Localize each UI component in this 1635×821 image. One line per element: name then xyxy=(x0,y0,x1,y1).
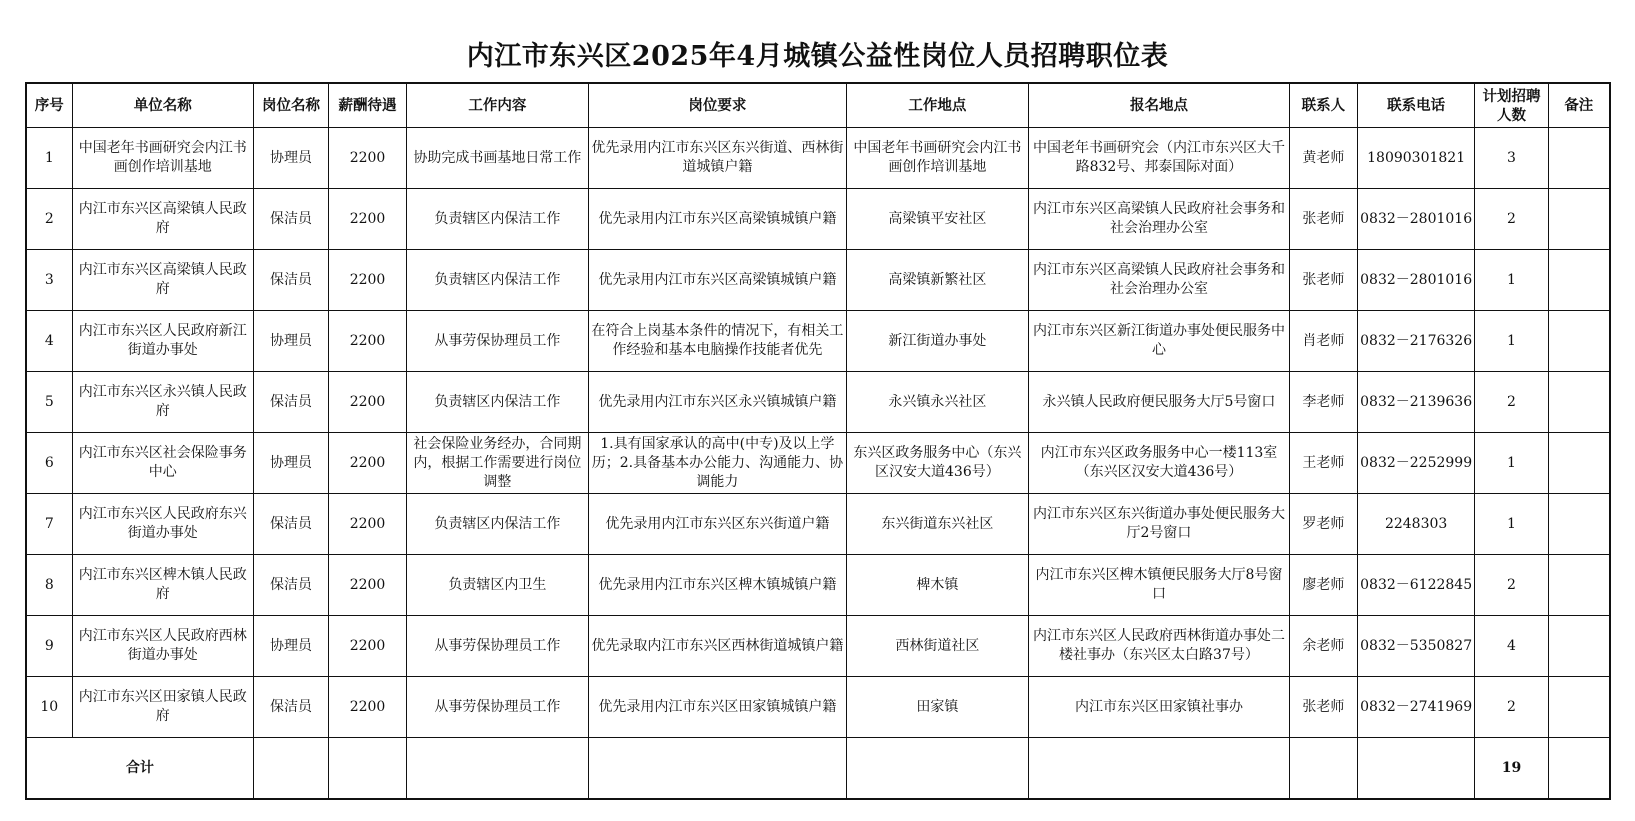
cell-contact: 余老师 xyxy=(1289,616,1357,677)
cell-post: 保洁员 xyxy=(253,555,328,616)
cell-content: 社会保险业务经办，合同期内，根据工作需要进行岗位调整 xyxy=(406,433,588,494)
cell-content: 协助完成书画基地日常工作 xyxy=(406,128,588,189)
cell-phone: 2248303 xyxy=(1357,494,1474,555)
cell-salary: 2200 xyxy=(329,128,407,189)
cell-note xyxy=(1548,677,1610,738)
cell-phone: 0832－5350827 xyxy=(1357,616,1474,677)
cell-unit: 内江市东兴区社会保险事务中心 xyxy=(72,433,253,494)
cell-phone: 0832－2139636 xyxy=(1357,372,1474,433)
cell-contact: 张老师 xyxy=(1289,250,1357,311)
table-row xyxy=(26,677,1610,738)
cell-salary: 2200 xyxy=(329,433,407,494)
col-header-count: 计划招聘人数 xyxy=(1475,83,1548,128)
cell-post: 协理员 xyxy=(253,311,328,372)
cell-content: 从事劳保协理员工作 xyxy=(406,677,588,738)
cell-apply-place: 永兴镇人民政府便民服务大厅5号窗口 xyxy=(1029,372,1290,433)
cell-content: 负责辖区内保洁工作 xyxy=(406,250,588,311)
cell-apply-place: 内江市东兴区椑木镇便民服务大厅8号窗口 xyxy=(1029,555,1290,616)
cell-unit: 内江市东兴区人民政府西林街道办事处 xyxy=(72,616,253,677)
cell-unit: 中国老年书画研究会内江书画创作培训基地 xyxy=(72,128,253,189)
total-label: 合计 xyxy=(26,738,253,800)
cell-apply-place: 内江市东兴区高梁镇人民政府社会事务和社会治理办公室 xyxy=(1029,189,1290,250)
cell-content: 负责辖区内保洁工作 xyxy=(406,494,588,555)
cell-phone: 0832－2801016 xyxy=(1357,189,1474,250)
table-body xyxy=(26,128,1610,738)
cell-count: 1 xyxy=(1475,433,1548,494)
cell-count: 2 xyxy=(1475,555,1548,616)
cell-post: 保洁员 xyxy=(253,494,328,555)
cell-note xyxy=(1548,250,1610,311)
cell-count: 1 xyxy=(1475,494,1548,555)
cell-contact: 肖老师 xyxy=(1289,311,1357,372)
col-header-requirement: 岗位要求 xyxy=(589,83,847,128)
col-header-post: 岗位名称 xyxy=(253,83,328,128)
cell-apply-place: 内江市东兴区新江街道办事处便民服务中心 xyxy=(1029,311,1290,372)
cell-apply-place: 中国老年书画研究会（内江市东兴区大千路832号、邦泰国际对面） xyxy=(1029,128,1290,189)
total-cell-empty xyxy=(1548,738,1610,800)
cell-contact: 黄老师 xyxy=(1289,128,1357,189)
cell-work-place: 中国老年书画研究会内江书画创作培训基地 xyxy=(846,128,1028,189)
cell-post: 协理员 xyxy=(253,128,328,189)
table-row xyxy=(26,616,1610,677)
cell-apply-place: 内江市东兴区政务服务中心一楼113室（东兴区汉安大道436号） xyxy=(1029,433,1290,494)
recruitment-table xyxy=(25,82,1611,800)
page-title: 内江市东兴区2025年4月城镇公益性岗位人员招聘职位表 xyxy=(466,41,1169,72)
cell-count: 2 xyxy=(1475,677,1548,738)
total-count: 19 xyxy=(1475,738,1548,800)
cell-content: 负责辖区内保洁工作 xyxy=(406,372,588,433)
col-header-work-place: 工作地点 xyxy=(846,83,1028,128)
cell-no: 10 xyxy=(26,677,72,738)
cell-count: 3 xyxy=(1475,128,1548,189)
cell-no: 7 xyxy=(26,494,72,555)
cell-unit: 内江市东兴区人民政府新江街道办事处 xyxy=(72,311,253,372)
cell-note xyxy=(1548,555,1610,616)
total-cell-empty xyxy=(1289,738,1357,800)
cell-no: 3 xyxy=(26,250,72,311)
cell-content: 负责辖区内卫生 xyxy=(406,555,588,616)
cell-content: 从事劳保协理员工作 xyxy=(406,311,588,372)
cell-work-place: 高梁镇新繁社区 xyxy=(846,250,1028,311)
cell-no: 1 xyxy=(26,128,72,189)
cell-count: 4 xyxy=(1475,616,1548,677)
cell-phone: 0832－6122845 xyxy=(1357,555,1474,616)
cell-requirement: 优先录用内江市东兴区东兴街道户籍 xyxy=(589,494,847,555)
cell-work-place: 永兴镇永兴社区 xyxy=(846,372,1028,433)
cell-post: 协理员 xyxy=(253,433,328,494)
cell-content: 负责辖区内保洁工作 xyxy=(406,189,588,250)
cell-phone: 0832－2176326 xyxy=(1357,311,1474,372)
cell-salary: 2200 xyxy=(329,372,407,433)
cell-work-place: 新江街道办事处 xyxy=(846,311,1028,372)
cell-unit: 内江市东兴区高梁镇人民政府 xyxy=(72,250,253,311)
cell-unit: 内江市东兴区高梁镇人民政府 xyxy=(72,189,253,250)
cell-note xyxy=(1548,372,1610,433)
cell-contact: 张老师 xyxy=(1289,189,1357,250)
cell-unit: 内江市东兴区田家镇人民政府 xyxy=(72,677,253,738)
cell-count: 1 xyxy=(1475,311,1548,372)
cell-apply-place: 内江市东兴区东兴街道办事处便民服务大厅2号窗口 xyxy=(1029,494,1290,555)
table-row xyxy=(26,494,1610,555)
total-cell-empty xyxy=(846,738,1028,800)
cell-phone: 0832－2252999 xyxy=(1357,433,1474,494)
col-header-phone: 联系电话 xyxy=(1357,83,1474,128)
table-row xyxy=(26,311,1610,372)
cell-work-place: 田家镇 xyxy=(846,677,1028,738)
cell-requirement: 1.具有国家承认的高中(中专)及以上学历；2.具备基本办公能力、沟通能力、协调能力 xyxy=(589,433,847,494)
cell-no: 6 xyxy=(26,433,72,494)
cell-work-place: 西林街道社区 xyxy=(846,616,1028,677)
cell-contact: 罗老师 xyxy=(1289,494,1357,555)
col-header-contact: 联系人 xyxy=(1289,83,1357,128)
cell-post: 保洁员 xyxy=(253,677,328,738)
table-row xyxy=(26,250,1610,311)
col-header-content: 工作内容 xyxy=(406,83,588,128)
table-row xyxy=(26,433,1610,494)
cell-no: 8 xyxy=(26,555,72,616)
col-header-unit: 单位名称 xyxy=(72,83,253,128)
cell-apply-place: 内江市东兴区高梁镇人民政府社会事务和社会治理办公室 xyxy=(1029,250,1290,311)
table-row xyxy=(26,128,1610,189)
total-cell-empty xyxy=(406,738,588,800)
cell-phone: 0832－2741969 xyxy=(1357,677,1474,738)
col-header-salary: 薪酬待遇 xyxy=(329,83,407,128)
cell-unit: 内江市东兴区人民政府东兴街道办事处 xyxy=(72,494,253,555)
cell-work-place: 高梁镇平安社区 xyxy=(846,189,1028,250)
cell-post: 保洁员 xyxy=(253,250,328,311)
cell-salary: 2200 xyxy=(329,311,407,372)
cell-salary: 2200 xyxy=(329,677,407,738)
col-header-no: 序号 xyxy=(26,83,72,128)
cell-note xyxy=(1548,128,1610,189)
cell-no: 4 xyxy=(26,311,72,372)
cell-work-place: 东兴街道东兴社区 xyxy=(846,494,1028,555)
total-cell-empty xyxy=(589,738,847,800)
cell-count: 2 xyxy=(1475,372,1548,433)
cell-contact: 廖老师 xyxy=(1289,555,1357,616)
cell-no: 9 xyxy=(26,616,72,677)
cell-requirement: 优先录用内江市东兴区高梁镇城镇户籍 xyxy=(589,250,847,311)
cell-work-place: 椑木镇 xyxy=(846,555,1028,616)
total-cell-empty xyxy=(253,738,328,800)
cell-post: 保洁员 xyxy=(253,189,328,250)
cell-note xyxy=(1548,433,1610,494)
cell-salary: 2200 xyxy=(329,616,407,677)
cell-unit: 内江市东兴区永兴镇人民政府 xyxy=(72,372,253,433)
cell-count: 2 xyxy=(1475,189,1548,250)
cell-note xyxy=(1548,616,1610,677)
cell-note xyxy=(1548,311,1610,372)
cell-requirement: 优先录用内江市东兴区高梁镇城镇户籍 xyxy=(589,189,847,250)
cell-requirement: 优先录用内江市东兴区椑木镇城镇户籍 xyxy=(589,555,847,616)
total-cell-empty xyxy=(1029,738,1290,800)
table-row xyxy=(26,372,1610,433)
cell-apply-place: 内江市东兴区人民政府西林街道办事处二楼社事办（东兴区太白路37号） xyxy=(1029,616,1290,677)
cell-no: 2 xyxy=(26,189,72,250)
table-row xyxy=(26,189,1610,250)
cell-requirement: 优先录取内江市东兴区西林街道城镇户籍 xyxy=(589,616,847,677)
cell-content: 从事劳保协理员工作 xyxy=(406,616,588,677)
cell-post: 保洁员 xyxy=(253,372,328,433)
header-row xyxy=(26,83,1610,128)
cell-work-place: 东兴区政务服务中心（东兴区汉安大道436号） xyxy=(846,433,1028,494)
cell-phone: 0832－2801016 xyxy=(1357,250,1474,311)
cell-salary: 2200 xyxy=(329,189,407,250)
cell-note xyxy=(1548,189,1610,250)
cell-contact: 张老师 xyxy=(1289,677,1357,738)
cell-contact: 王老师 xyxy=(1289,433,1357,494)
col-header-note: 备注 xyxy=(1548,83,1610,128)
cell-requirement: 优先录用内江市东兴区田家镇城镇户籍 xyxy=(589,677,847,738)
cell-post: 协理员 xyxy=(253,616,328,677)
table-row xyxy=(26,555,1610,616)
total-cell-empty xyxy=(1357,738,1474,800)
total-cell-empty xyxy=(329,738,407,800)
total-row xyxy=(26,738,1610,800)
cell-note xyxy=(1548,494,1610,555)
cell-requirement: 优先录用内江市东兴区永兴镇城镇户籍 xyxy=(589,372,847,433)
col-header-apply-place: 报名地点 xyxy=(1029,83,1290,128)
cell-requirement: 在符合上岗基本条件的情况下，有相关工作经验和基本电脑操作技能者优先 xyxy=(589,311,847,372)
cell-salary: 2200 xyxy=(329,250,407,311)
cell-salary: 2200 xyxy=(329,494,407,555)
cell-phone: 18090301821 xyxy=(1357,128,1474,189)
cell-salary: 2200 xyxy=(329,555,407,616)
cell-requirement: 优先录用内江市东兴区东兴街道、西林街道城镇户籍 xyxy=(589,128,847,189)
cell-count: 1 xyxy=(1475,250,1548,311)
cell-apply-place: 内江市东兴区田家镇社事办 xyxy=(1029,677,1290,738)
cell-no: 5 xyxy=(26,372,72,433)
cell-contact: 李老师 xyxy=(1289,372,1357,433)
cell-unit: 内江市东兴区椑木镇人民政府 xyxy=(72,555,253,616)
